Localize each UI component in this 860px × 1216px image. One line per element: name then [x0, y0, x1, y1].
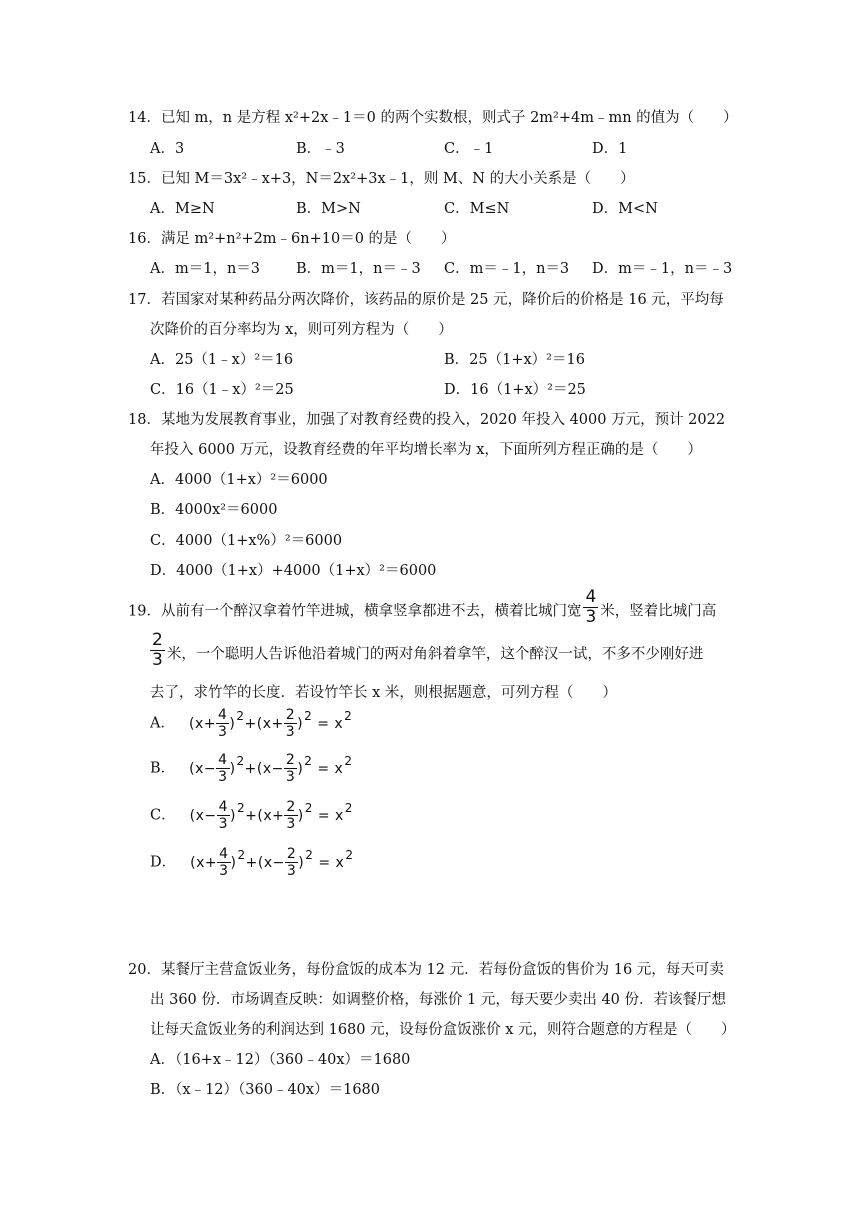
exponent: 2	[304, 800, 313, 815]
fraction-denominator: 3	[585, 607, 597, 627]
equation-fraction	[285, 847, 298, 878]
question-18-option-d: D．4000（1+x）+4000（1+x）²＝6000	[150, 563, 437, 579]
fraction-four-thirds	[583, 589, 598, 626]
exponent: 2	[236, 753, 245, 768]
fraction-denominator: 3	[152, 650, 163, 670]
question-18-option-b: B．4000x²＝6000	[150, 502, 278, 518]
equation	[189, 752, 353, 785]
exponent: 2	[305, 847, 314, 862]
question-20-option-b: B．（x﹣12）（360﹣40x）＝1680	[150, 1082, 380, 1098]
exponent: 2	[236, 708, 245, 723]
question-19-option-b	[150, 753, 352, 784]
fraction-denominator: 3	[217, 724, 228, 740]
exponent: 2	[237, 847, 246, 862]
fraction-numerator: 4	[218, 799, 229, 815]
question-14-stem: 14．已知 m，n 是方程 x²+2x﹣1＝0 的两个实数根，则式子 2m²+4m﹣mn 的值为（ ）	[128, 110, 738, 126]
paren: )	[230, 807, 236, 824]
question-18-option-c: C．4000（1+x%）²＝6000	[150, 533, 343, 549]
question-17-stem-line-2: 次降价的百分率均为 x，则可列方程为（ ）	[150, 322, 453, 338]
fraction-denominator: 3	[218, 769, 228, 785]
question-16-stem: 16．满足 m²+n²+2m﹣6n+10＝0 的是（ ）	[128, 231, 456, 247]
question-14-option-c: C．﹣1	[444, 141, 494, 157]
paren: (x−	[189, 807, 217, 824]
fraction-denominator: 3	[218, 816, 229, 832]
paren: )	[297, 807, 304, 824]
question-18-stem-line-2: 年投入 6000 万元，设教育经费的年平均增长率为 x，下面所列方程正确的是（ ）	[150, 442, 702, 458]
operator: +(x−	[245, 854, 285, 871]
question-20-option-a: A．（16+x﹣12）（360﹣40x）＝1680	[150, 1052, 411, 1068]
option-letter: A．	[150, 715, 175, 732]
equation-fraction	[216, 753, 229, 784]
fraction-numerator: 2	[286, 846, 297, 862]
fraction-numerator: 4	[217, 707, 228, 723]
operator: = x	[313, 854, 345, 871]
question-15-option-b: B．M>N	[296, 201, 361, 217]
question-19-text-c: 米，一个聪明人告诉他沿着城门的两对角斜着拿竿，这个醉汉一试，不多不少刚好进	[166, 646, 704, 663]
question-19-option-d	[150, 847, 353, 878]
question-14-option-d: D．1	[592, 141, 628, 157]
paren: )	[229, 715, 236, 732]
question-20-stem-line-3: 让每天盒饭业务的利润达到 1680 元，设每份盒饭涨价 x 元，则符合题意的方程是（ ）	[150, 1022, 736, 1038]
fraction-numerator: 4	[219, 846, 229, 862]
question-15-option-d: D．M<N	[592, 201, 658, 217]
question-16-option-c: C．m＝﹣1，n＝3	[444, 261, 570, 277]
equation	[189, 799, 353, 832]
question-17-option-d: D．16（1+x）²＝25	[444, 382, 586, 398]
question-17-option-a: A．25（1﹣x）²＝16	[150, 352, 294, 368]
question-17-option-c: C．16（1﹣x）²＝25	[150, 382, 294, 398]
paren: )	[229, 760, 236, 777]
question-15-option-a: A．M≥N	[150, 201, 215, 217]
equation-fraction	[284, 753, 297, 784]
question-14-option-a: A．3	[150, 141, 185, 157]
question-18-option-a: A．4000（1+x）²＝6000	[150, 472, 328, 488]
question-20-stem-line-2: 出 360 份．市场调查反映：如调整价格，每涨价 1 元，每天要少卖出 40 份．若该餐厅想	[150, 992, 727, 1008]
question-19-option-c	[150, 800, 353, 831]
fraction-denominator: 3	[219, 863, 229, 879]
option-letter: B．	[150, 760, 176, 777]
paren: )	[298, 854, 305, 871]
operator: = x	[312, 760, 344, 777]
operator: +(x+	[245, 807, 285, 824]
fraction-denominator: 3	[286, 816, 296, 832]
equation-fraction	[217, 800, 230, 831]
fraction-numerator: 4	[218, 752, 228, 768]
question-18-stem-line-1: 18．某地为发展教育事业，加强了对教育经费的投入，2020 年投入 4000 万元，预计 2022	[128, 412, 726, 428]
exponent: 2	[344, 800, 353, 815]
equation	[188, 707, 353, 740]
paren: (x+	[190, 854, 218, 871]
fraction-denominator: 3	[285, 724, 296, 740]
question-19-stem-line-2	[150, 630, 704, 673]
equation-fraction	[284, 800, 297, 831]
question-16-option-b: B．m＝1，n＝﹣3	[296, 261, 421, 277]
question-19-stem-line-1	[128, 587, 717, 630]
operator: +(x−	[244, 760, 284, 777]
fraction-denominator: 3	[286, 863, 297, 879]
question-19-text-b: 米，竖着比城门高	[600, 603, 717, 620]
fraction-numerator: 2	[286, 799, 296, 815]
operator: = x	[312, 807, 344, 824]
paren: )	[297, 715, 304, 732]
question-17-option-b: B．25（1+x）²＝16	[444, 352, 585, 368]
question-16-option-a: A．m＝1，n＝3	[150, 261, 261, 277]
equation-fraction	[216, 708, 229, 739]
paren: )	[297, 760, 304, 777]
equation	[190, 846, 354, 879]
question-15-stem: 15．已知 M＝3x²﹣x+3，N＝2x²+3x﹣1，则 M、N 的大小关系是（ ）	[128, 171, 635, 187]
paren: (x−	[189, 760, 217, 777]
question-19-stem-line-3: 去了，求竹竿的长度．若设竹竿长 x 米，则根据题意，可列方程（ ）	[150, 685, 617, 701]
fraction-numerator: 2	[285, 707, 296, 723]
fraction-numerator: 2	[152, 630, 163, 650]
exponent: 2	[304, 753, 313, 768]
operator: = x	[312, 715, 344, 732]
question-14-option-b: B．﹣3	[296, 141, 345, 157]
question-20-stem-line-1: 20．某餐厅主营盒饭业务，每份盒饭的成本为 12 元．若每份盒饭的售价为 16 元，每天可卖	[128, 962, 724, 978]
exponent: 2	[345, 847, 354, 862]
paren: (x+	[188, 715, 216, 732]
exponent: 2	[304, 708, 313, 723]
equation-fraction	[217, 847, 230, 878]
question-15-option-c: C．M≤N	[444, 201, 510, 217]
fraction-denominator: 3	[285, 769, 296, 785]
question-16-option-d: D．m＝﹣1，n＝﹣3	[592, 261, 733, 277]
exponent: 2	[344, 753, 353, 768]
question-19-option-a	[150, 708, 352, 739]
fraction-two-thirds	[150, 632, 165, 669]
option-letter: C．	[150, 807, 176, 824]
fraction-numerator: 2	[285, 752, 296, 768]
operator: +(x+	[244, 715, 284, 732]
exponent: 2	[344, 708, 353, 723]
equation-fraction	[284, 708, 297, 739]
question-17-stem-line-1: 17．若国家对某种药品分两次降价，该药品的原价是 25 元，降价后的价格是 16 元，平均每	[128, 292, 724, 308]
question-19-text-a: 19．从前有一个醉汉拿着竹竿进城，横拿竖拿都进不去，横着比城门宽	[128, 603, 582, 620]
option-letter: D．	[150, 854, 177, 871]
paren: )	[230, 854, 237, 871]
exponent: 2	[236, 800, 246, 815]
fraction-numerator: 4	[585, 587, 597, 607]
